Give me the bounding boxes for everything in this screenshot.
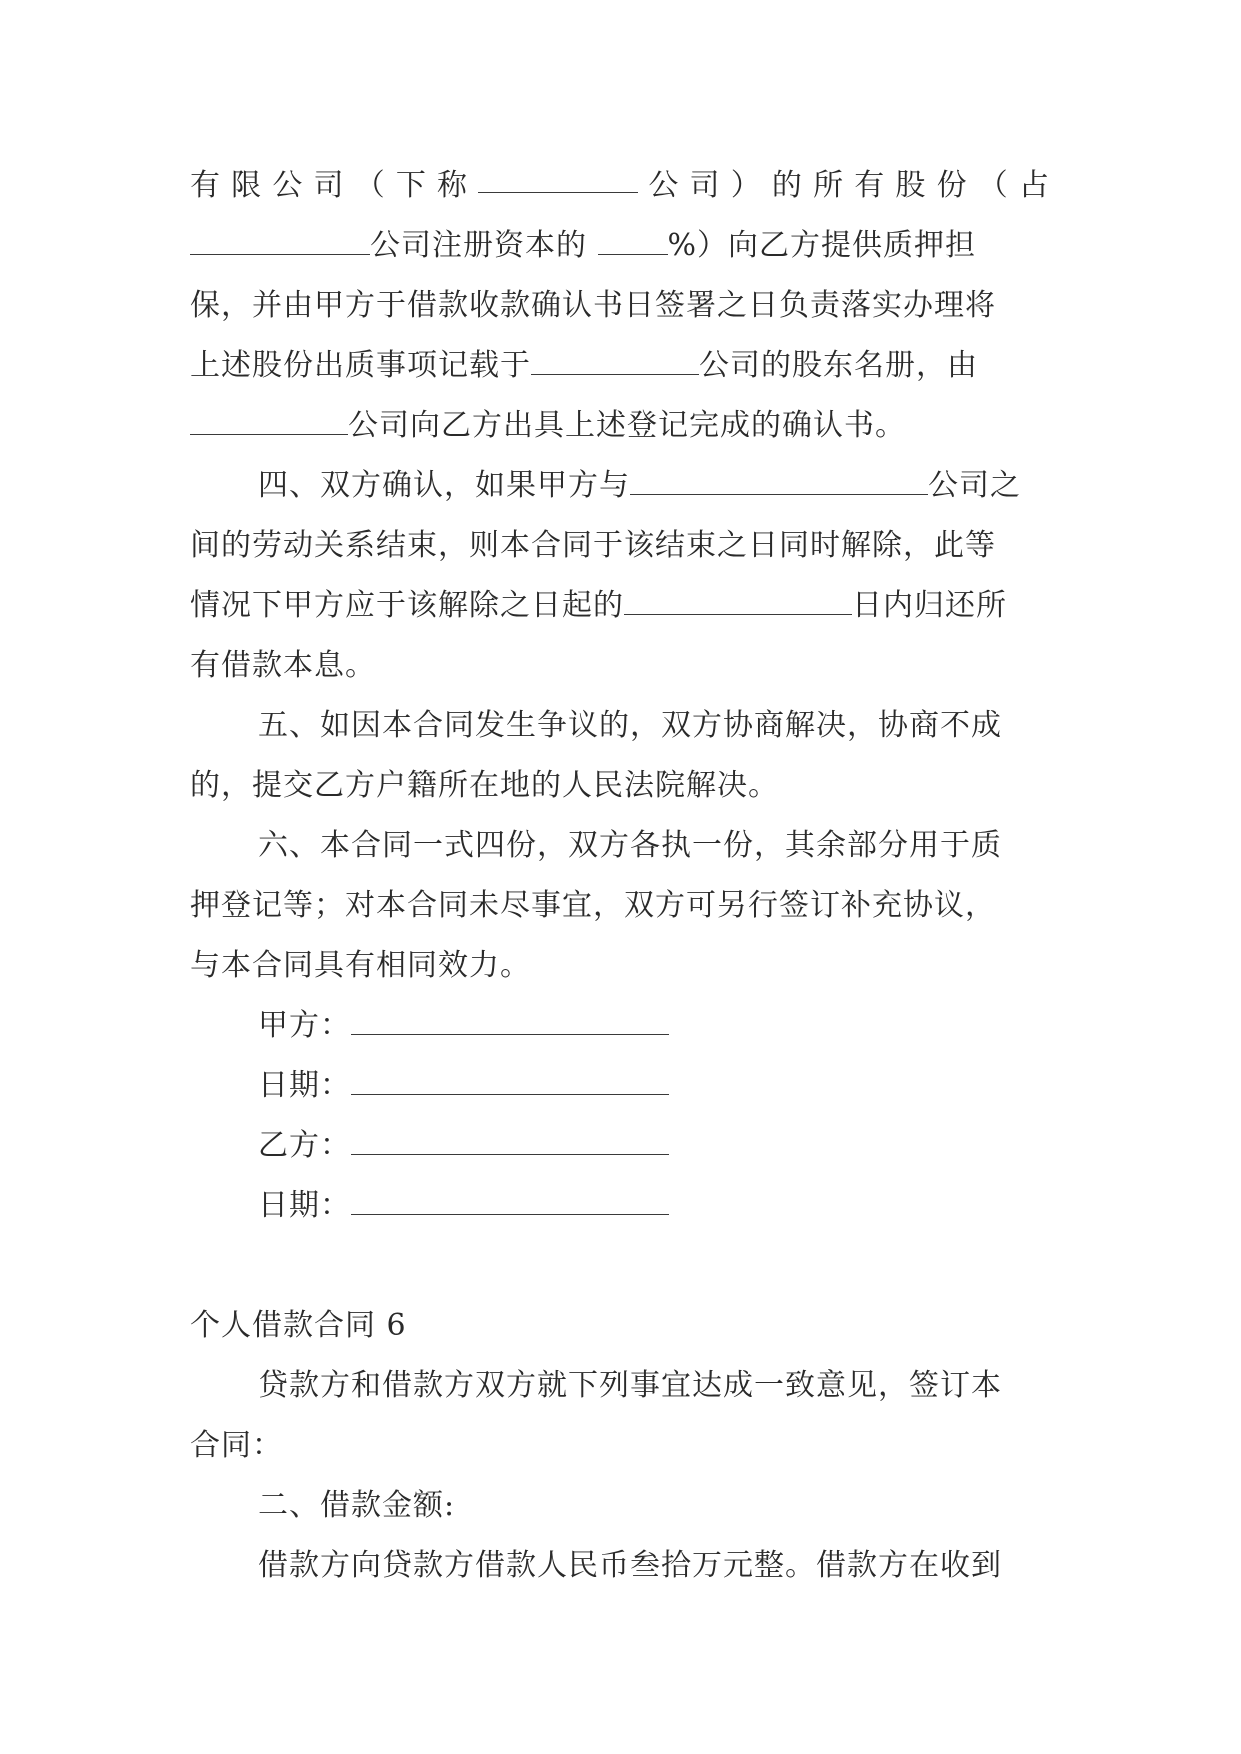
clause-heading: 二、借款金额: — [258, 1488, 456, 1523]
fill-blank[interactable] — [598, 228, 668, 255]
date-blank[interactable] — [351, 1186, 669, 1215]
paragraph-line: 合同： — [190, 1428, 283, 1463]
fill-blank[interactable] — [190, 408, 348, 435]
paragraph-line: 的，提交乙方户籍所在地的人民法院解决。 — [190, 768, 779, 803]
signature-date-a: 日期： — [258, 1066, 669, 1106]
paragraph-line: 有借款本息。 — [190, 648, 376, 683]
signature-blank[interactable] — [351, 1006, 669, 1035]
paragraph-line: 四、双方确认，如果甲方与 公司之 — [258, 468, 1021, 503]
paragraph-line: 押登记等；对本合同未尽事宜，双方可另行签订补充协议， — [190, 888, 996, 923]
paragraph-line: 保，并由甲方于借款收款确认书日签署之日负责落实办理将 — [190, 288, 996, 323]
signature-blank[interactable] — [351, 1126, 669, 1155]
paragraph-line: 公司向乙方出具上述登记完成的确认书。 — [190, 406, 1050, 446]
paragraph-line: 五、如因本合同发生争议的，双方协商解决，协商不成 — [258, 708, 1002, 743]
paragraph-line: 六、本合同一式四份，双方各执一份，其余部分用于质 — [258, 828, 1002, 863]
fill-blank[interactable] — [624, 588, 852, 615]
signature-date-b: 日期： — [258, 1186, 669, 1226]
paragraph-line: 贷款方和借款方双方就下列事宜达成一致意见，签订本 — [258, 1368, 1002, 1403]
paragraph-line: 借款方向贷款方借款人民币叁拾万元整。借款方在收到 — [258, 1548, 1002, 1583]
signature-party-b: 乙方： — [258, 1126, 669, 1166]
fill-blank[interactable] — [531, 348, 699, 375]
paragraph-line: 上述股份出质事项记载于 公司的股东名册，由 — [190, 348, 978, 383]
paragraph-line: 情况下甲方应于该解除之日起的 日内归还所 — [190, 588, 1007, 623]
paragraph-line: 与本合同具有相同效力。 — [190, 948, 531, 983]
section-title: 个人借款合同 6 — [190, 1308, 407, 1343]
fill-blank[interactable] — [478, 166, 638, 193]
fill-blank[interactable] — [190, 228, 370, 255]
paragraph-line: 公司注册资本的 %）向乙方提供质押担 — [190, 226, 1050, 266]
paragraph-line: 有 限 公 司 （ 下 称 公 司 ） 的 所 有 股 份 （ 占 — [190, 168, 1050, 203]
paragraph-line: 间的劳动关系结束，则本合同于该结束之日同时解除，此等 — [190, 528, 996, 563]
date-blank[interactable] — [351, 1066, 669, 1095]
fill-blank[interactable] — [630, 468, 928, 495]
signature-party-a: 甲方： — [258, 1006, 669, 1046]
